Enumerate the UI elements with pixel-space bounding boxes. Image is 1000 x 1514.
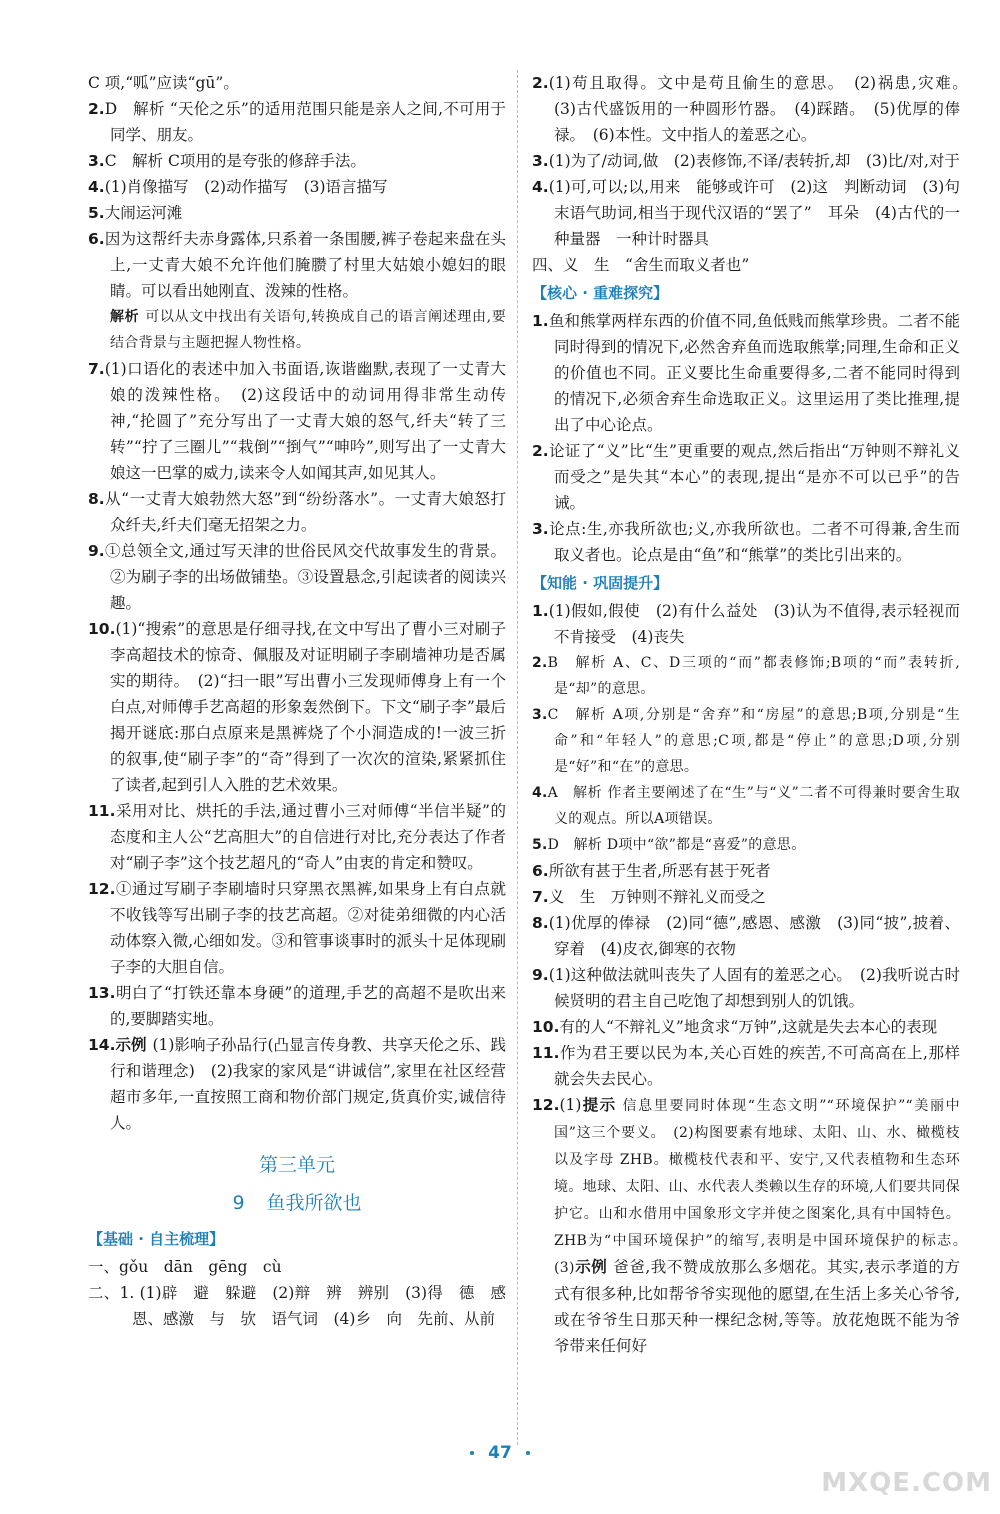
answer-item: 2.(1)苟且取得。文中是苟且偷生的意思。 (2)祸患,灾难。 (3)古代盛饭用的一种圆形竹器。 (4)踩踏。 (5)优厚的俸禄。 (6)本性。文中指人的羞恶之心。 <box>532 74 976 144</box>
answer-item: 3.C 解析 A项,分别是“舍弃”和“房屋”的意思;B项,分别是“生命”和“年轻人”的意思;C项,都是“停止”的意思;D项,分别是“好”和“在”的意思。 <box>532 707 960 775</box>
watermark-logo: MXQE.COM <box>821 1468 992 1498</box>
answer-item-14: 14.示例 (1)影响子孙品行(凸显言传身教、共享天伦之乐、践行和谐理念) (2)我家的家风是“讲诚信”,家里在社区经营超市多年,一直按照工商和物价部门规定,货真价实,诚信待人。 <box>88 1036 506 1132</box>
page-number: 47 <box>0 1443 1000 1463</box>
answer-item: 3.论点:生,亦我所欲也;义,亦我所欲也。二者不可得兼,舍生而取义者也。论点是由“鱼”和“熊掌”的类比引出来的。 <box>532 520 960 564</box>
answer-item: 1.鱼和熊掌两样东西的价值不同,鱼低贱而熊掌珍贵。二者不能同时得到的情况下,必然舍弃鱼而选取熊掌;同理,生命和正义的价值也不同。正义要比生命重要得多,二者不能同时得到的情况下,必须舍弃生命选取正义。这里运用了类比推理,提出了中心论点。 <box>532 312 960 434</box>
answer-item: 2.B 解析 A、C、D三项的“而”都表修饰;B项的“而”表转折,是“却”的意思。 <box>532 655 960 697</box>
answer-item: 8.从“一丈青大娘勃然大怒”到“纷纷落水”。一丈青大娘怒打众纤夫,纤夫们毫无招架之力。 <box>88 490 506 534</box>
answer-item: 2.论证了“义”比“生”更重要的观点,然后指出“万钟则不辩礼义而受之”是失其“本心”的表现,提出“是亦不可以已乎”的告诫。 <box>532 442 960 512</box>
answer-item: 6.所欲有甚于生者,所恶有甚于死者 <box>532 862 771 880</box>
answer-item: 4.(1)可,可以;以,用来 能够或许可 (2)这 判断动词 (3)句末语气助词,相当于现代汉语的“罢了” 耳朵 (4)古代的一种量器 一种计时器具 <box>532 178 960 248</box>
answer-item: 10.有的人“不辩礼义”地贪求“万钟”,这就是失去本心的表现 <box>532 1018 938 1036</box>
section-heading-basics: 【基础 · 自主梳理】 <box>88 1230 225 1248</box>
answer-item: 5.大闹运河滩 <box>88 204 183 222</box>
answer-item: 5.D 解析 D项中“欲”都是“喜爱”的意思。 <box>532 837 806 853</box>
answer-item: 12.①通过写刷子李刷墙时只穿黑衣黑裤,如果身上有白点就不收钱等写出刷子李的技艺高超。②对徒弟细微的内心活动体察入微,心细如发。③和管事谈事时的派头十足体现刷子李的大胆自信。 <box>88 880 506 976</box>
answer-item: 9.①总领全文,通过写天津的世俗民风交代故事发生的背景。②为刷子李的出场做铺垫。③设置悬念,引起读者的阅读兴趣。 <box>88 542 506 612</box>
answer-item: 4.(1)肖像描写 (2)动作描写 (3)语言描写 <box>88 178 388 196</box>
analysis-label: 解析 <box>110 309 140 325</box>
example-label: 示例 <box>574 1258 608 1276</box>
answer-item: 10.(1)“搜索”的意思是仔细寻找,在文中写出了曹小三对刷子李高超技术的惊奇、佩服及对证明刷子李刷墙神功是否属实的期待。 (2)“扫一眼”写出曹小三发现师傅身上有一个白点,对师傅手艺高超的形象轰然倒下。下文“刷子李”最后揭开谜底:那白点原来是黑裤烧了个小洞造成的!一波三折的叙事,使“刷子李”的“奇”得到了一次次的渲染,紧紧抓住了读者,起到引人入胜的艺术效果。 <box>88 620 506 794</box>
answer-item-12: 12.(1)提示 信息里要同时体现“生态文明”“环境保护”“美丽中国”这三个要义。 (2)构图要素有地球、太阳、山、水、橄榄枝以及字母 ZHB。橄榄枝代表和平、安宁,又代表植物和生态环境。地球、太阳、山、水代表人类赖以生存的环境,人们要共同保护它。山和水借用中国象形文字并使之图案化,具有中国特色。ZHB为“中国环境保护”的缩写,表明是中国环境保护的标志。 (3)示例 爸爸,我不赞成放那么多烟花。其实,表示孝道的方式有很多种,比如帮爷爷实现他的愿望,在生活上多关心爷爷,或在爷爷生日那天种一棵纪念树,等等。放花炮既不能为爷爷带来任何好 <box>532 1096 975 1355</box>
answer-item: 8.(1)优厚的俸禄 (2)同“德”,感恩、感激 (3)同“披”,披着、穿着 (4)皮衣,御寒的衣物 <box>532 914 960 958</box>
section-heading-core: 【核心 · 重难探究】 <box>532 284 669 302</box>
right-column <box>532 70 976 1359</box>
answer-item: 7.义 生 万钟则不辩礼义而受之 <box>532 888 766 906</box>
answer-item: 6.因为这帮纤夫赤身露体,只系着一条围腰,裤子卷起来盘在头上,一丈青大娘不允许他们腌臜了村里大姑娘小媳妇的眼睛。可以看出她刚直、泼辣的性格。 <box>88 230 506 300</box>
column-divider <box>517 70 518 1445</box>
example-label: 示例 <box>115 1036 147 1054</box>
answer-item: 3.C 解析 C项用的是夸张的修辞手法。 <box>88 152 366 170</box>
lesson-title: 9 鱼我所欲也 <box>232 1192 362 1214</box>
dot-icon <box>470 1451 474 1455</box>
answer-item: 4.A 解析 作者主要阐述了在“生”与“义”二者不可得兼时要舍生取义的观点。所以A项错误。 <box>532 785 960 827</box>
part-two: 二、1. (1)辟 避 躲避 (2)辩 辨 辨别 (3)得 德 感恩、感激 与 欤 语气词 (4)乡 向 先前、从前 <box>88 1284 506 1328</box>
hint-label: 提示 <box>581 1096 617 1114</box>
answer-item: 7.(1)口语化的表述中加入书面语,诙谐幽默,表现了一丈青大娘的泼辣性格。 (2)这段话中的动词用得非常生动传神,“抡圆了”充分写出了一丈青大娘的怒气,纤夫“转了三转”“拧了三圈儿”“栽倒”“捯气”“呻吟”,则写出了一丈青大娘这一巴掌的威力,读来令人如闻其声,如见其人。 <box>88 360 506 482</box>
part-four: 四、义 生 “舍生而取义者也” <box>532 256 750 274</box>
section-heading-consolidate: 【知能 · 巩固提升】 <box>532 574 669 592</box>
unit-title: 第三单元 <box>258 1154 335 1176</box>
answer-item: 11.采用对比、烘托的手法,通过曹小三对师傅“半信半疑”的态度和主人公“艺高胆大”的自信进行对比,充分表达了作者对“刷子李”这个技艺超凡的“奇人”由衷的肯定和赞叹。 <box>88 802 506 872</box>
answer-item: 2.D 解析 “天伦之乐”的适用范围只能是亲人之间,不可用于同学、朋友。 <box>88 100 506 144</box>
answer-item: C 项,“呱”应读“gū”。 <box>88 74 239 92</box>
part-one-pinyin: 一、gǒu dān gēng cù <box>88 1258 282 1276</box>
answer-item: 13.明白了“打铁还靠本身硬”的道理,手艺的高超不是吹出来的,要脚踏实地。 <box>88 984 506 1028</box>
answer-item: 1.(1)假如,假使 (2)有什么益处 (3)认为不值得,表示轻视而不肯接受 (4)丧失 <box>532 602 960 646</box>
answer-item: 11.作为君王要以民为本,关心百姓的疾苦,不可高高在上,那样就会失去民心。 <box>532 1044 960 1088</box>
item-6-analysis: 解析 可以从文中找出有关语句,转换成自己的语言阐述理由,要结合背景与主题把握人物性格。 <box>110 309 506 351</box>
dot-icon <box>526 1451 530 1455</box>
left-column <box>88 70 506 1332</box>
answer-item: 9.(1)这种做法就叫丧失了人固有的羞恶之心。 (2)我听说古时候贤明的君主自己吃饱了却想到别人的饥饿。 <box>532 966 960 1010</box>
lesson-number: 9 <box>232 1192 245 1214</box>
answer-item: 3.(1)为了/动词,做 (2)表修饰,不译/表转折,却 (3)比/对,对于 <box>532 152 960 170</box>
